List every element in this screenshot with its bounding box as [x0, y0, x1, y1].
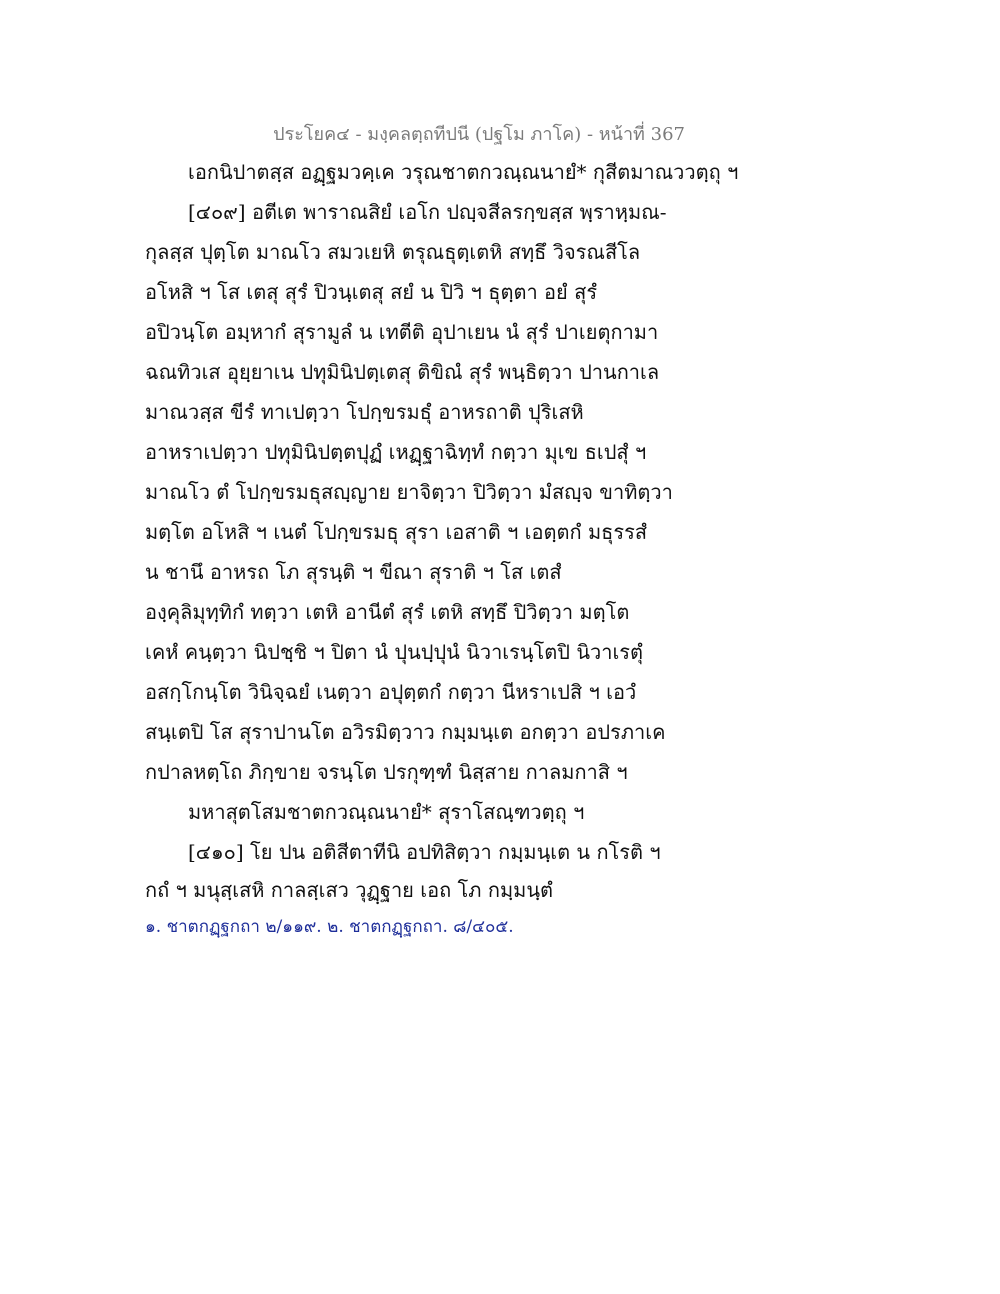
text-line: มาณโว ตํ โปกฺขรมธุสญฺญาย ยาจิตฺวา ปิวิตฺวา มํสญฺจ ขาทิตฺวา — [145, 480, 673, 504]
text-line: อาหราเปตฺวา ปทุมินิปตฺตปุฏํ เหฏฺฐาฉิทฺทํ กตฺวา มุเข ธเปสุํ ฯ — [145, 440, 647, 464]
text-line: กถํ ฯ มนุสฺเสหิ กาลสฺเสว วุฏฺฐาย เอถ โภ กมฺมนฺตํ — [145, 878, 553, 902]
text-line: [๔๑๐] โย ปน อติสีตาทีนิ อปทิสิตฺวา กมฺมนฺเต น กโรติ ฯ — [188, 840, 661, 864]
text-line: ฉณทิวเส อุยฺยาเน ปทุมินิปตฺเตสุ ติขิณํ สุรํ พนฺธิตฺวา ปานกาเล — [145, 360, 660, 384]
text-line: อโหสิ ฯ โส เตสุ สุรํ ปิวนฺเตสุ สยํ น ปิวิ ฯ ธุตฺตา อยํ สุรํ — [145, 280, 598, 304]
text-line: น ชานึ อาหรถ โภ สุรนฺติ ฯ ขีณา สุราติ ฯ โส เตสํ — [145, 560, 562, 584]
text-line: มตฺโต อโหสิ ฯ เนตํ โปกฺขรมธุ สุรา เอสาติ ฯ เอตฺตกํ มธุรรสํ — [145, 520, 648, 544]
text-line: [๔๐๙] อตีเต พาราณสิยํ เอโก ปญฺจสีลรกฺขสฺส พฺราหฺมณ- — [188, 200, 667, 224]
text-line: อสกฺโกนฺโต วินิจฺฉยํ เนตฺวา อปุตฺตกํ กตฺวา นีหราเปสิ ฯ เอวํ — [145, 680, 637, 704]
running-header: ประโยค๔ - มงฺคลตฺถทีปนี (ปฐโม ภาโค) - หน้าที่ 367 — [273, 124, 685, 145]
section-heading: มหาสุตโสมชาตกวณฺณนายํ* สุราโสณฺฑวตฺถุ ฯ — [188, 800, 585, 824]
text-line: กปาลหตฺโถ ภิกฺขาย จรนฺโต ปรกุฑฺฑํ นิสฺสาย กาลมกาสิ ฯ — [145, 760, 628, 784]
text-line: อปิวนฺโต อมฺหากํ สุรามูลํ น เทตีติ อุปาเยน นํ สุรํ ปาเยตุกามา — [145, 320, 659, 344]
text-line: กุลสฺส ปุตฺโต มาณโว สมวเยหิ ตรุณธุตฺเตหิ สทฺธึ วิจรณสีโล — [145, 240, 641, 264]
text-line: องฺคุลิมุทฺทิกํ ทตฺวา เตหิ อานีตํ สุรํ เตหิ สทฺธึ ปิวิตฺวา มตฺโต — [145, 600, 630, 624]
text-line: มาณวสฺส ขีรํ ทาเปตฺวา โปกฺขรมธุํ อาหรถาติ ปุริเสหิ — [145, 400, 584, 424]
footnote: ๑. ชาตกฏฺฐกถา ๒/๑๑๙. ๒. ชาตกฏฺฐกถา. ๘/๔๐๕. — [145, 917, 514, 937]
text-line: เคหํ คนฺตฺวา นิปชฺชิ ฯ ปิตา นํ ปุนปฺปุนํ นิวาเรนฺโตปิ นิวาเรตุํ — [145, 640, 644, 664]
text-line: เอกนิปาตสฺส อฏฺฐมวคฺเค วรุณชาตกวณฺณนายํ* กุสีตมาณววตฺถุ ฯ — [188, 160, 739, 184]
text-line: สนฺเตปิ โส สุราปานโต อวิรมิตฺวาว กมฺมนฺเต อกตฺวา อปรภาเค — [145, 720, 666, 744]
